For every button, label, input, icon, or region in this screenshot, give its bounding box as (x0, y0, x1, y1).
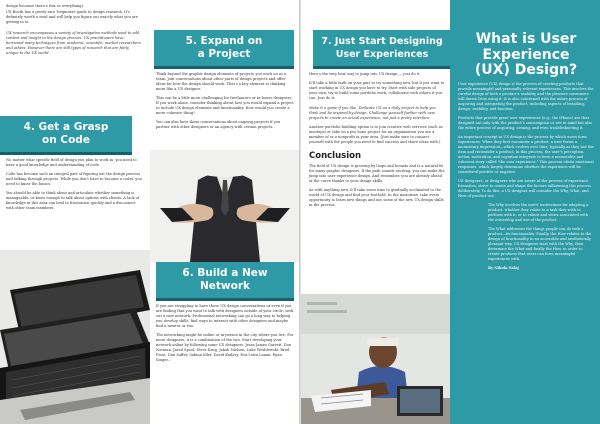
panel-3 (300, 0, 450, 424)
panel-2 (150, 0, 300, 424)
main-title (460, 32, 592, 79)
body-paragraph: The field of UX design is growing by leaps and bounds and is a natural fit for many graphic designers. If the path sounds exciting, you can make the jump into user experience design. And remember, you are already ahead of the curve thanks to your design skills. (309, 164, 445, 183)
body-paragraph: Products that provide great user experiences (e.g., the iPhone) are thus designed not only with the product's consumption or use in mind but also the entire process of acquiring, owning, and even troubleshooting it. (458, 116, 593, 130)
heading-line: 5. Expand on (185, 35, 263, 47)
body-paragraph: As with anything new, it'll take some time to gradually acclimated to the world of UX design and find your foothold. In the meantime, take every opportunity to learn new things and use some of the new UX design skills in the process. (309, 188, 444, 207)
italic-quote: UX research encompasses a variety of investigative methods used to add context and insight to the design process. UX practitioners have borrowed many techniques from academic, scientific, market researchers and others. However there are still types of research that are fairly unique to the UX world. (6, 31, 141, 55)
body-paragraph: The What addresses the things people can do with a product—its functionality. Finally, the How relates to the design of functionality in an accessible and aesthetically pleasant way. UX designers start with the Why, then determine the What and finally the How, in order to create products that users can form meaningful experiences with. (488, 227, 592, 261)
heading-underline (154, 66, 294, 69)
panel-4 (450, 0, 600, 424)
body-paragraph: Here's the very best way to jump into UX design — just do it. (309, 72, 421, 76)
body-paragraph: If you are struggling to have those UX design conversations or even if you are finding that you want to talk with designers outside of your circle, seek out a new network. Professional networking can go a long way to helping you develop skills, find ways to interact with other designers and maybe find a mentor or two. (156, 304, 294, 328)
intro-paragraph: design because there's this so everything). (6, 4, 85, 8)
body-paragraph: UX designers, or designers who are aware of the process of experience formation, strive to create and shape the factors influencing this process deliberately. To do this, a UX designer will consider the Why, What, and How of product use. (458, 179, 592, 198)
heading-underline (313, 66, 450, 69)
title-line: What is User (475, 31, 577, 47)
body-paragraph: You should be able to think about and articulate whether something is manageable, or know enough to talk about options with clients. A lack of knowledge in this area can lead to frustration quickly and a disconnect with other team members. (6, 191, 140, 210)
italic-quote: Make it a game if you like. Dedicate UX an a daily project to help you think and be inspired by design. Challenge yourself further with new projects to create an actual experience, not just a pretty interface. (309, 106, 436, 120)
expand-section-text (156, 72, 294, 130)
heading-line: 4. Get a Grasp (23, 121, 109, 133)
title-line: (UX) Design? (474, 62, 578, 78)
body-paragraph: The Why involves the users' motivations for adopting a product, whether they relate to a task they wish to perform with it, or to values and views associated with the ownership and use of the product. (488, 203, 589, 222)
laptops-photo (0, 250, 150, 424)
heading-line: User Experiences (335, 49, 429, 60)
body-paragraph: No matter what specific field of design you plan to work in, you need to have a good knowledge and understanding of code. (6, 158, 137, 167)
businessman-illustration (150, 150, 300, 262)
heading-underline (0, 152, 132, 155)
start-designing-text (309, 72, 445, 208)
designer-photo (301, 294, 450, 424)
heading-get-a-grasp-on-code (0, 116, 132, 152)
heading-line: on Code (42, 134, 90, 146)
author-credit: By Nikola Solaj (488, 266, 519, 270)
conclusion-heading: Conclusion (309, 151, 361, 161)
body-paragraph: This can be a little more challenging for freelancers or in-house designers. If you work alone, consider thinking about how you would expand a project to include UX design elements and functionality. How would you create a more cohesive thing? (156, 96, 294, 115)
body-paragraph: You can also have these conversations about ongoing projects if you partner with other designers or an agency with certain projects. (156, 120, 281, 129)
designer-illustration (301, 294, 450, 424)
body-paragraph: Think beyond the graphic design elements of projects you work on as a team. Join conversations about other parts of design projects and offer ideas for how the design should work. That's a key element to thinking more like a UX designer. (156, 72, 287, 91)
heading-line: 6. Build a New (182, 267, 268, 279)
businessman-photo (150, 150, 300, 262)
network-section-text (156, 304, 294, 363)
heading-line: 7. Just Start Designing (321, 36, 443, 47)
intro-paragraph: UX Booth has a pretty nice 'beginners guide to design research. It's definitely worth a read and will help you figure out exactly what you are getting in to. (6, 10, 138, 24)
body-paragraph: User experience (UX) design is the process of creating products that provide meaningful and personally relevant experiences. This involves the careful design of both a product's usability and the pleasure consumers will derive from using it. It is also concerned with the entire process of acquiring and integrating the product, including aspects of branding, design, usability, and function. (458, 82, 594, 111)
title-line: Experience (482, 46, 570, 63)
heading-expand-on-a-project (154, 30, 294, 66)
body-paragraph: Code has become such an integral part of figuring out the design process and talking through projects. While you don't have to become a coder, you need to know the basics. (6, 172, 142, 186)
body-paragraph: An important concept in UX design is the process by which users form experiences. When they first encounter a product, a user forms a momentary impression—which evolves over time, typically as they use the item and reconsider a product. In this process, the user's perception, action, motivation, and cognition integrate to form a memorable and coherent story called "the user experience." This process elicits emotional responses, which largely determine whether the experience will be considered positive or negative. (458, 135, 594, 174)
panel-1 (0, 0, 150, 424)
heading-build-a-new-network (156, 262, 294, 298)
body-paragraph: It'll take a little faith on your part to try something new, but if you want to start working in UX design you have to try. Start with side projects of your own, try to build some portfolio work, collaborate with others if you can. Just do it. (309, 81, 445, 100)
body-paragraph: The networking might be online or in-person in the city where you live. For more designers, it is a combination of the two. Start developing your network online by following some UX designers. Jesse James Garrett, Don Norman, Jared Spool, Steve Krug, Jakob Nielsen, Luke Wroblewski, Brad Frost, Dan Saffer, Sabina Idler, David Kadavy, Eva-Lotta Lamm, Ryan Singer... (156, 333, 294, 362)
heading-line: a Project (197, 48, 251, 60)
body-paragraph: Another portfolio-building option is to join creative web services (such as meetups) or take on a pro bono project for an organization you are a member of or a nonprofit in your area. (Just make sure to connect yourself with the people you need to find success and share ideas with.) (309, 125, 443, 144)
heading-underline (156, 298, 294, 301)
code-section-text (6, 158, 144, 211)
laptops-illustration (0, 250, 150, 424)
heading-just-start-designing (313, 30, 450, 66)
heading-line: Network (199, 280, 250, 292)
intro-text (6, 4, 142, 56)
ux-definition-text (458, 82, 594, 271)
